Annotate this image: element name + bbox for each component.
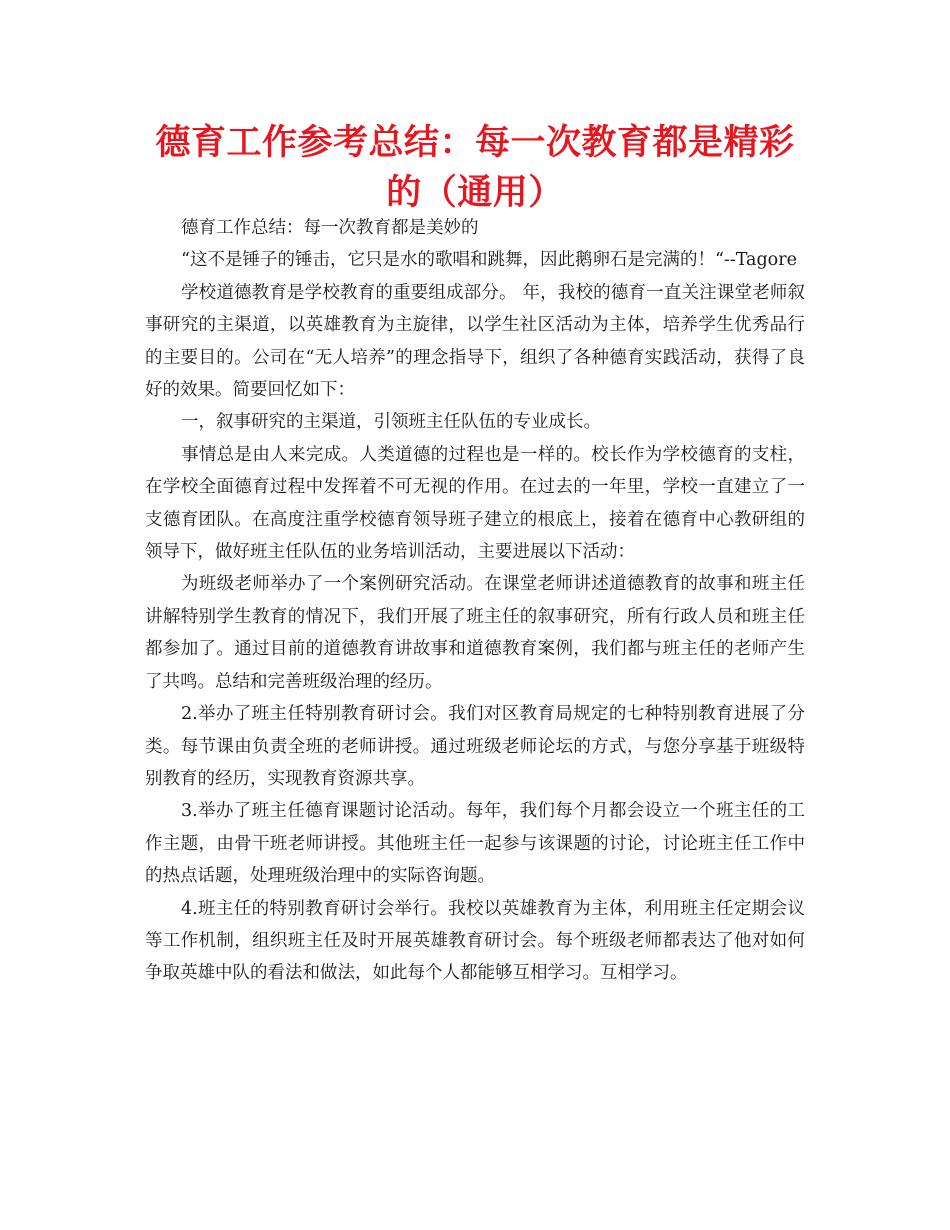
paragraph-case-study: 为班级老师举办了一个案例研究活动。在课堂老师讲述道德教育的故事和班主任讲解特别学生教育的情况下，我们开展了班主任的叙事研究，所有行政人员和班主任都参加了。通过目前的道德教育讲故事和道德教育案例，我们都与班主任的老师产生了共鸣。总结和完善班级治理的经历。 — [145, 574, 805, 692]
paragraph-subtitle: 德育工作总结：每一次教育都是美妙的 — [181, 218, 479, 238]
paragraph-item-3: 3.举办了班主任德育课题讨论活动。每年，我们每个月都会设立一个班主任的工作主题，由骨干班老师讲授。其他班主任一起参与该课题的讨论，讨论班主任工作中的热点话题，处理班级治理中的实际咨询题。 — [145, 801, 805, 887]
document-title: 德育工作参考总结：每一次教育都是精彩的（通用） — [155, 123, 795, 213]
paragraph-quote: “这不是锤子的锤击，它只是水的歌唱和跳舞，因此鹅卵石是完满的！“--Tagore — [181, 250, 797, 271]
paragraph-team: 事情总是由人来完成。人类道德的过程也是一样的。校长作为学校德育的支柱，在学校全面德育过程中发挥着不可无视的作用。在过去的一年里，学校一直建立了一支德育团队。在高度注重学校德育领导班子建立的根底上，接着在德育中心教研组的领导下，做好班主任队伍的业务培训活动，主要进展以下活动： — [145, 444, 805, 563]
paragraph-intro: 学校道德教育是学校教育的重要组成部分。 年，我校的德育一直关注课堂老师叙事研究的主渠道，以英雄教育为主旋律，以学生社区活动为主体，培养学生优秀品行的主要目的。公司在“无人培养”的理念指导下，组织了各种德育实践活动，获得了良好的效果。简要回忆如下： — [145, 282, 805, 401]
paragraph-heading-one: 一，叙事研究的主渠道，引领班主任队伍的专业成长。 — [181, 412, 601, 433]
paragraph-item-4: 4.班主任的特别教育研讨会举行。我校以英雄教育为主体，利用班主任定期会议等工作机制，组织班主任及时开展英雄教育研讨会。每个班级老师都表达了他对如何争取英雄中队的看法和做法，如此每个人都能够互相学习。互相学习。 — [145, 898, 805, 984]
document-body — [145, 212, 805, 990]
paragraph-item-2: 2.举办了班主任特别教育研讨会。我们对区教育局规定的七种特别教育进展了分类。每节课由负责全班的老师讲授。通过班级老师论坛的方式，与您分享基于班级特别教育的经历，实现教育资源共享。 — [145, 704, 805, 789]
